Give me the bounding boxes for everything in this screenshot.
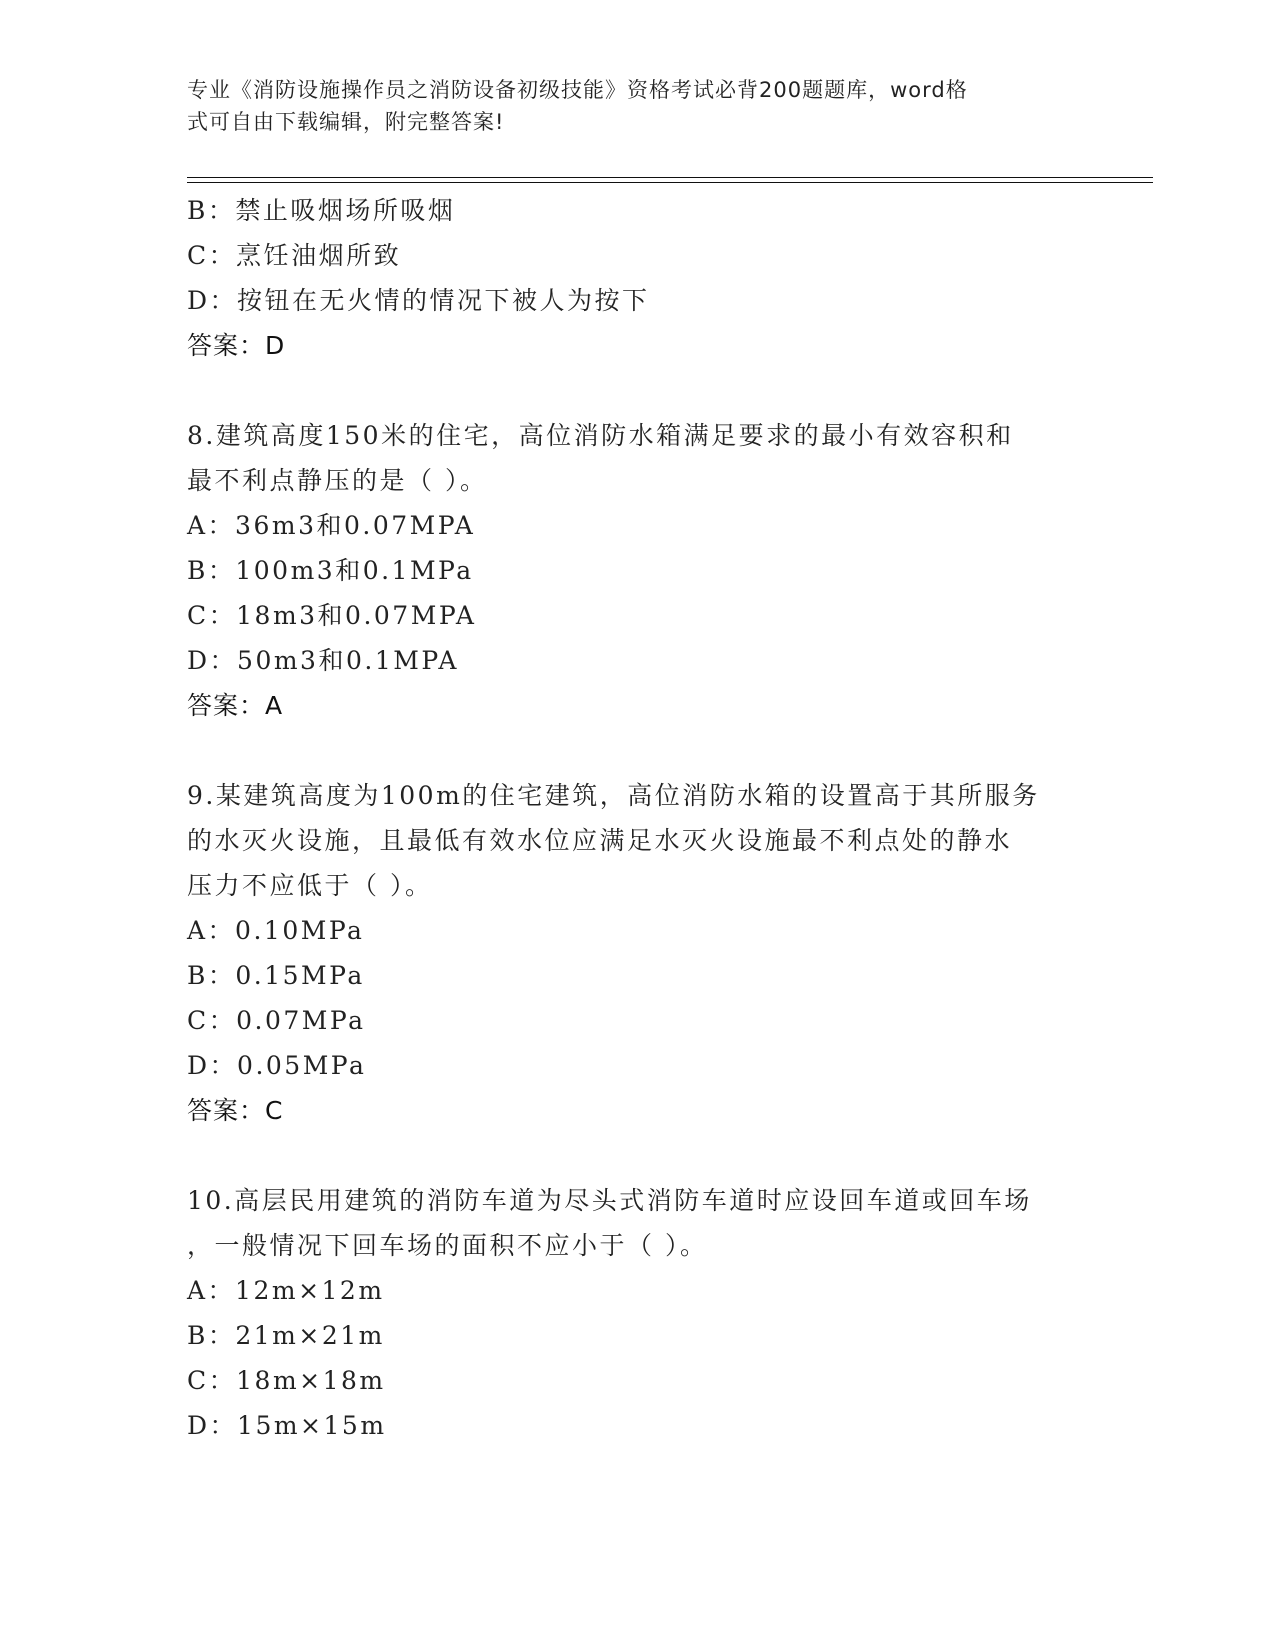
stem-line: 最不利点静压的是（ ）。 [187, 466, 488, 495]
question-stem [187, 1178, 1067, 1268]
stem-line: 的水灭火设施，且最低有效水位应满足水灭火设施最不利点处的静水 [187, 826, 1013, 855]
answer-label: 答案：D [187, 331, 286, 360]
option-b: B：100m3和0.1MPa [187, 556, 474, 585]
question-7-continued [187, 188, 1087, 368]
option-b: B：0.15MPa [187, 961, 365, 990]
answer-label: 答案：A [187, 691, 284, 720]
header-line-1: 专业《消防设施操作员之消防设备初级技能》资格考试必背200题题库，word格 [187, 78, 968, 102]
header-divider-bottom [187, 182, 1153, 183]
stem-line: 10.高层民用建筑的消防车道为尽头式消防车道时应设回车道或回车场 [187, 1186, 1032, 1215]
spacer [187, 1133, 1087, 1178]
option-c: C：18m3和0.07MPA [187, 601, 477, 630]
question-9 [187, 773, 1087, 1133]
header-divider-top [187, 177, 1153, 178]
question-list [187, 188, 1087, 1448]
option-b: B：21m×21m [187, 1321, 385, 1350]
header-line-2: 式可自由下载编辑，附完整答案! [187, 110, 505, 134]
document-header [187, 74, 1067, 138]
spacer [187, 728, 1087, 773]
question-stem [187, 413, 1067, 503]
question-8 [187, 413, 1087, 728]
stem-line: 8.建筑高度150米的住宅，高位消防水箱满足要求的最小有效容积和 [187, 421, 1014, 450]
option-d: D：15m×15m [187, 1411, 387, 1440]
option-d: D：按钮在无火情的情况下被人为按下 [187, 286, 650, 315]
option-a: A：36m3和0.07MPA [187, 511, 476, 540]
stem-line: 压力不应低于（ ）。 [187, 871, 433, 900]
option-a: A：0.10MPa [187, 916, 365, 945]
option-d: D：50m3和0.1MPA [187, 646, 459, 675]
option-c: C：0.07MPa [187, 1006, 366, 1035]
question-stem [187, 773, 1067, 908]
answer-label: 答案：C [187, 1096, 284, 1125]
option-c: C：18m×18m [187, 1366, 386, 1395]
stem-line: ，一般情况下回车场的面积不应小于（ ）。 [187, 1231, 708, 1260]
option-a: A：12m×12m [187, 1276, 385, 1305]
option-b: B：禁止吸烟场所吸烟 [187, 196, 456, 225]
question-10 [187, 1178, 1087, 1448]
option-c: C：烹饪油烟所致 [187, 241, 402, 270]
stem-line: 9.某建筑高度为100m的住宅建筑，高位消防水箱的设置高于其所服务 [187, 781, 1040, 810]
option-d: D：0.05MPa [187, 1051, 367, 1080]
spacer [187, 368, 1087, 413]
